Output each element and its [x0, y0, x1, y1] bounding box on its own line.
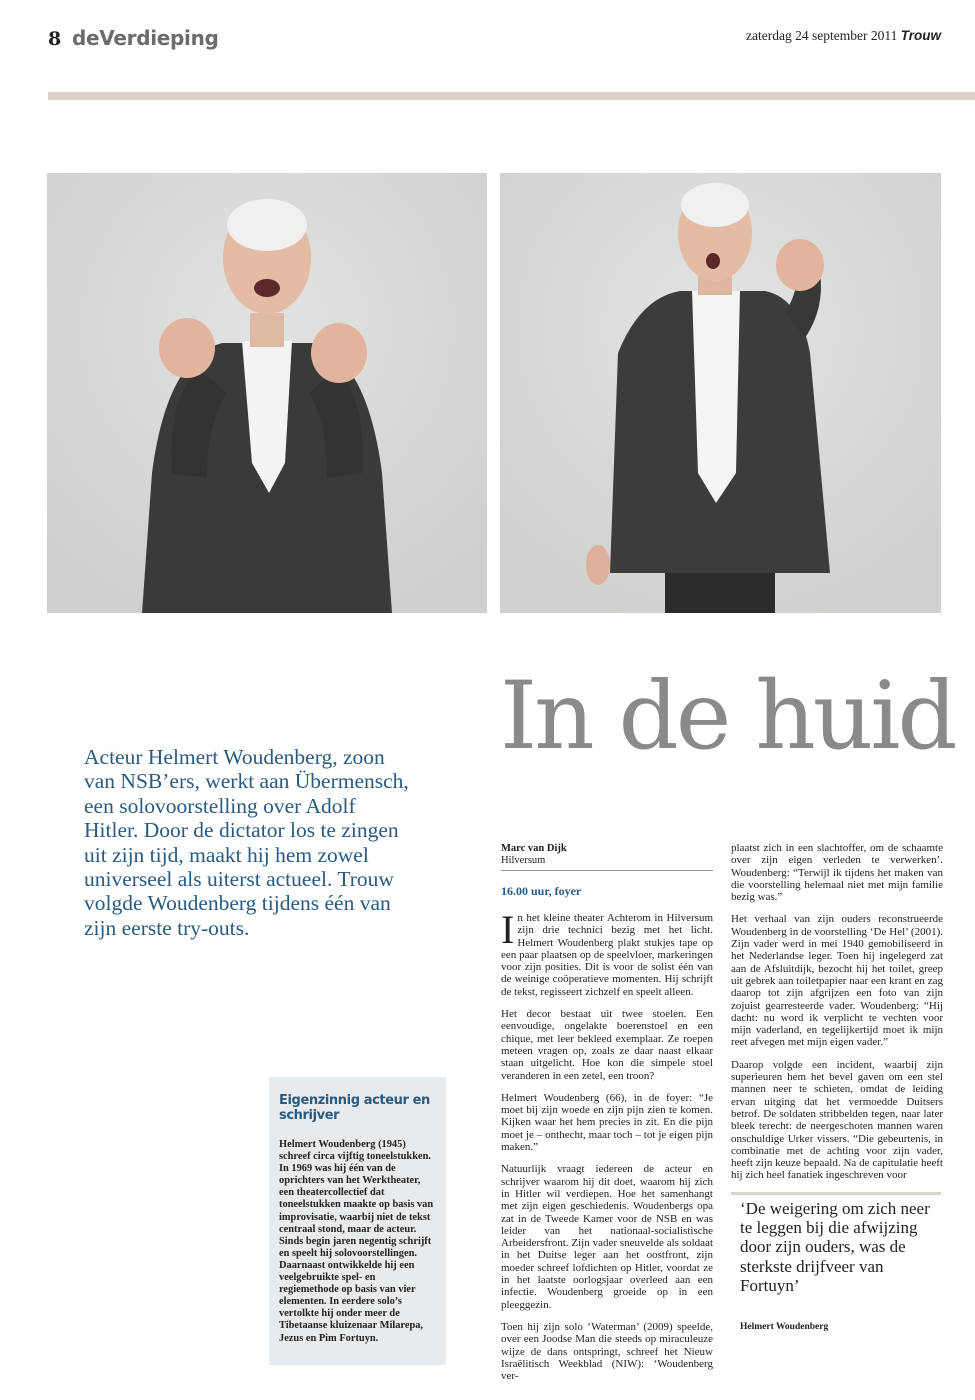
- sidebar-title: Eigenzinnig acteur en schrijver: [279, 1093, 430, 1123]
- page-number: 8: [48, 28, 62, 50]
- byline-location: Hilversum: [501, 855, 546, 866]
- paragraph: Daarop volgde een incident, waarbij zijn superieuren hem het bevel gaven om een stel mannen neer te schieten, omdat de leiding ervan uitging dat het vermoedde Duitsers betrof. De soldaten stribbelden tegen, naar later bleek terecht: de neergeschoten mannen waren onschuldige Urker vissers. “Die gebeurtenis, in combinatie met de achting voor zijn vader, heeft zijn keuze bepaald. Na de capitulatie heeft hij zich heel fanatiek ingeschreven voor: [731, 1058, 943, 1182]
- paragraph: Het verhaal van zijn ouders reconstrueerde Woudenberg in de voorstelling ‘De Hel’ (2001). Zijn vader werd in mei 1940 gemobiliseerd in het Nederlandse leger. Toen hij ingelegerd zat aan de Afsluitdijk, bezocht hij het toilet, greep uit gebrek aan toiletpapier naar een krant en zag daarop tot zijn afgrijzen een foto van zijn zojuist gearresteerde vader. Woudenberg: “Hij dacht: nu word ik verplicht te vechten voor mijn vaderland, en tegelijkertijd moet ik mijn reet afvegen met mijn eigen vader.”: [731, 913, 943, 1049]
- sidebar-box: [269, 1077, 446, 1365]
- paragraph-text: n het kleine theater Achterom in Hilversum zijn drie technici bezig met het licht. Helmert Woudenberg plakt stukjes tape op een paar plaatsen op de speelvloer, markeringen voor zijn posities. Dit is voor de solist één van de weinige coöperatieve momenten. Hij schrijft de tekst, regisseert zichzelf en speelt alleen.: [501, 912, 713, 998]
- dropcap: I: [501, 907, 515, 952]
- paragraph: Natuurlijk vraagt iedereen de acteur en schrijver waarom hij dit doet, waarom hij zich in Hitler wil verdiepen. Hoe het samenhangt met zijn eigen geschiedenis. Woudenbergs opa zat in de Tweede Kamer voor de NSB en was leider van het nationaal-socialistische Arbeidersfront. Zijn vader sneuvelde als soldaat in het Duitse leger aan het oostfront, zijn moeder schreef lofdichten op Hitler, voordat ze in het laatste oorlogsjaar overleed aan een infectie. Woudenberg groeide op in een pleeggezin.: [501, 1163, 713, 1311]
- paragraph: plaatst zich in een slachtoffer, om de schaamte over zijn eigen verleden te verwerken’. Woudenberg: “Terwijl ik tijdens het maken van die voorstelling helemaal niet met mijn familie bezig was.”: [731, 842, 943, 904]
- headline: In de huid: [500, 662, 955, 771]
- quote-author: Helmert Woudenberg: [740, 1322, 829, 1332]
- byline: [501, 843, 713, 871]
- sidebar-text: Helmert Woudenberg (1945) schreef circa vijftig toneelstukken. In 1969 was hij één van de oprichters van het Werktheater, een theatercollectief dat toneelstukken maakte op basis van improvisatie, waarbij niet de tekst centraal stond, maar de acteur. Sinds begin jaren negentig schrijft en speelt hij solovoorstellingen. Daarnaast ontwikkelde hij een veelgebruikte spel- en regiemethode op basis van vier elementen. In eerdere solo’s vertolkte hij onder meer de Tibetaanse kluizenaar Milarepa, Jezus en Pim Fortuyn.: [279, 1139, 434, 1344]
- brand-name: Trouw: [900, 28, 941, 43]
- header-rule: [48, 92, 975, 100]
- photo-left: [47, 173, 487, 613]
- issue-date: [746, 28, 941, 44]
- man-shouting-pointing-photo: [500, 173, 941, 613]
- byline-author: Marc van Dijk: [501, 843, 567, 854]
- subhead: 16.00 uur, foyer: [501, 884, 582, 898]
- paragraph: Het decor bestaat uit twee stoelen. Een eenvoudige, ongelakte boerenstoel en een chique, met leer bekleed exemplaar. Ze roepen meteen vragen op, zoals ze daar naast elkaar staan uitgelicht. Hoe kon die simpele stoel veranderen in een zetel, een troon?: [501, 1008, 713, 1082]
- date-text: zaterdag 24 september 2011: [746, 28, 898, 43]
- paragraph: Helmert Woudenberg (66), in de foyer: “Je moet bij zijn woede en zijn pijn zien te komen. Kijken waar het hem precies in zit. En die pijn moet je – onthecht, maar toch – tot je eigen pijn maken.”: [501, 1091, 713, 1154]
- paragraph: Toen hij zijn solo ‘Waterman’ (2009) speelde, over een Joodse Man die steeds op miraculeuze wijze de dans ontspringt, schreef het Nieuw Israëlitisch Weekblad (NIW): ‘Woudenberg ver-: [501, 1320, 713, 1383]
- man-shouting-fists-photo: [47, 173, 487, 613]
- section-title: deVerdieping: [72, 26, 219, 50]
- photo-right: [500, 173, 941, 613]
- intro-text: Acteur Helmert Woudenberg, zoon van NSB’ers, werkt aan Übermensch, een solovoorstelling over Adolf Hitler. Door de dictator los te zingen uit zijn tijd, maakt hij hem zowel universeel als uiterst actueel. Trouw volgde Woudenberg tijdens één van zijn eerste try-outs.: [84, 745, 409, 940]
- paragraph: [501, 907, 713, 998]
- article-column-2: [731, 842, 943, 1192]
- article-column-1: [501, 907, 713, 1392]
- quote-rule: [731, 1192, 941, 1195]
- pull-quote: ‘De weigering om zich neer te leggen bij die afwijzing door zijn ouders, was de sterkste drijfveer van Fortuyn’: [740, 1199, 930, 1295]
